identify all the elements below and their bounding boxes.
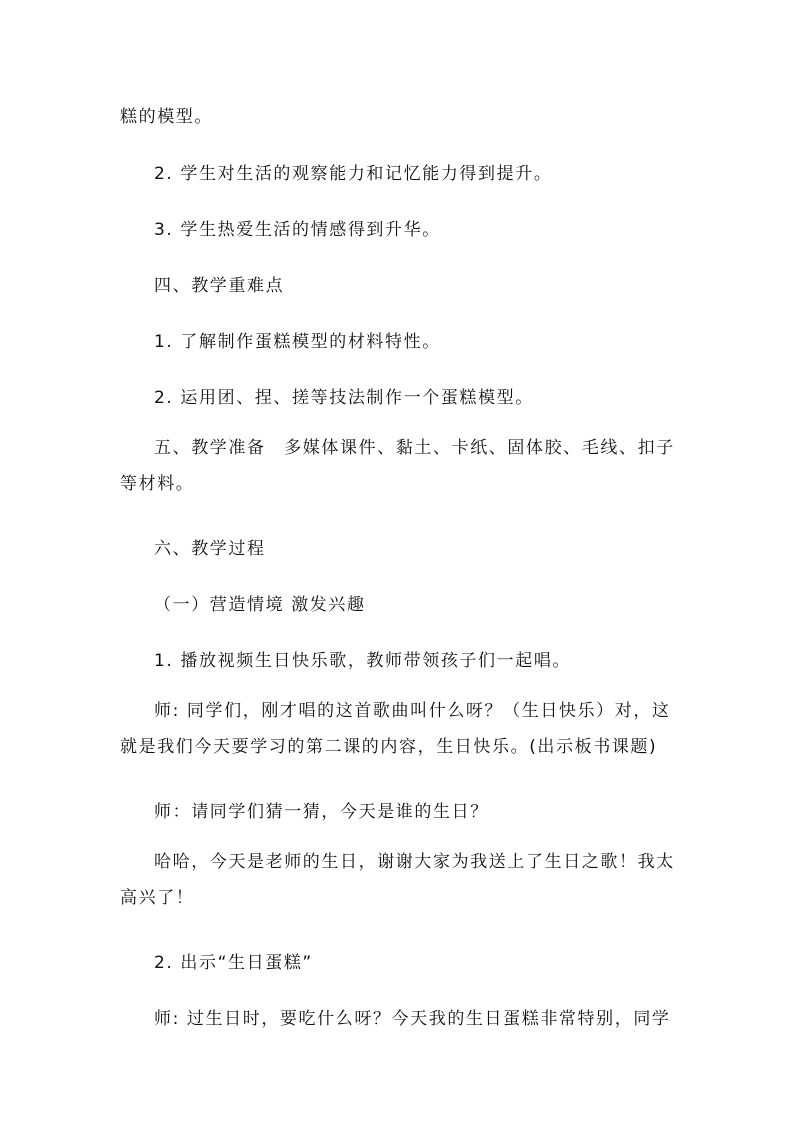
paragraph-cake-model-end: 糕的模型。 — [120, 107, 213, 127]
paragraph-teacher-what-eat: 师: 过生日时，要吃什么呀？今天我的生日蛋糕非常特别，同学 — [154, 1009, 671, 1029]
paragraph-teacher-guess: 师：请同学们猜一猜，今天是谁的生日？ — [154, 802, 489, 822]
paragraph-goal-2: 2. 学生对生活的观察能力和记忆能力得到提升。 — [154, 164, 553, 184]
paragraph-key-point-2: 2. 运用团、捏、搓等技法制作一个蛋糕模型。 — [154, 388, 534, 408]
heading-key-points: 四、教学重难点 — [154, 276, 285, 296]
heading-teaching-process: 六、教学过程 — [154, 539, 266, 559]
paragraph-teacher-question-song: 师: 同学们，刚才唱的这首歌曲叫什么呀？（生日快乐）对，这就是我们今天要学习的第二课的内容，生日快乐。(出示板书课题) — [120, 701, 671, 757]
paragraph-show-cake: 2. 出示“生日蛋糕” — [154, 953, 313, 973]
paragraph-key-point-1: 1. 了解制作蛋糕模型的材料特性。 — [154, 332, 441, 352]
paragraph-play-video: 1. 播放视频生日快乐歌，教师带领孩子们一起唱。 — [154, 651, 572, 671]
paragraph-goal-3: 3. 学生热爱生活的情感得到升华。 — [154, 220, 441, 240]
paragraph-teacher-birthday: 哈哈，今天是老师的生日，谢谢大家为我送上了生日之歌！我太高兴了！ — [120, 852, 675, 908]
paragraph-teaching-prep: 五、教学准备 多媒体课件、黏土、卡纸、固体胶、毛线、扣子等材料。 — [120, 438, 675, 494]
heading-create-situation: （一）营造情境 激发兴趣 — [154, 595, 366, 615]
